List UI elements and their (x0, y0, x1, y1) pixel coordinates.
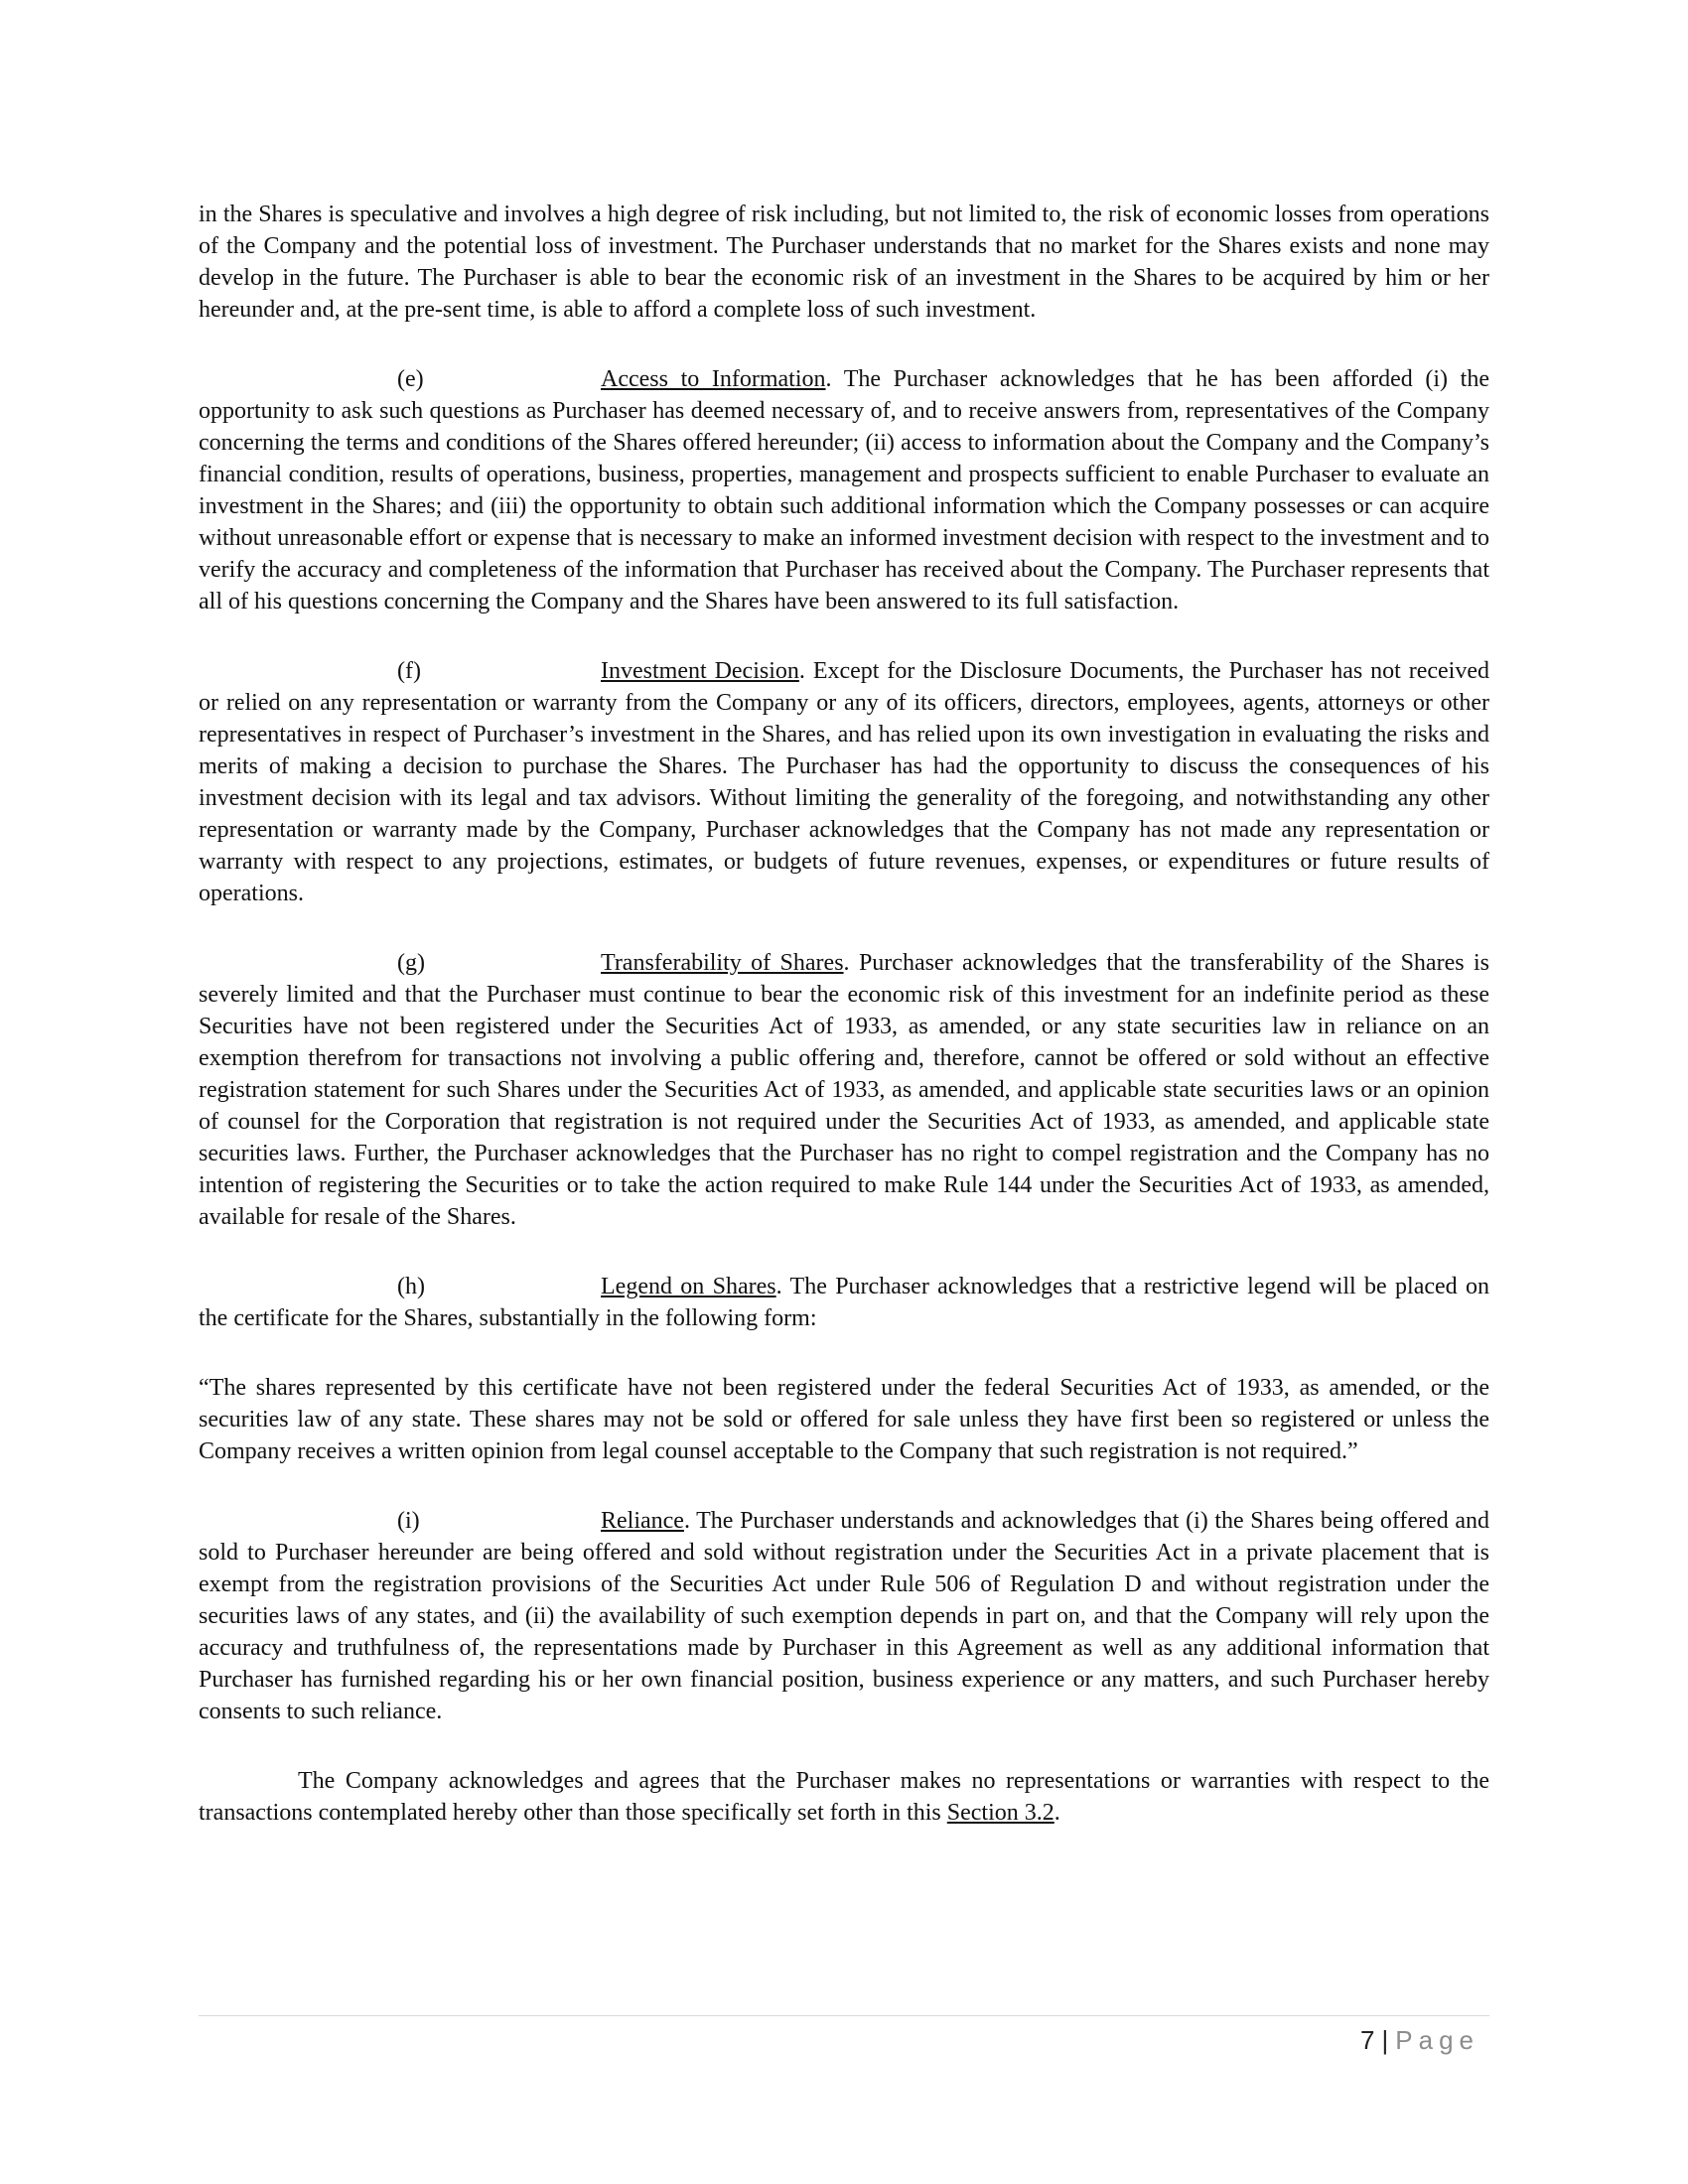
legend-quote: “The shares represented by this certificate have not been registered under the federal Securities Act of 1933, as amended, or the securities law of any state. These shares may not be sold or offered for sale unless they have first been so registered or unless the Company receives a written opinion from legal counsel acceptable to the Company that such registration is not required.” (199, 1375, 1489, 1464)
page-label: Page (1395, 2025, 1479, 2055)
section-g-paragraph (199, 947, 1489, 1233)
section-g-body: . Purchaser acknowledges that the transferability of the Shares is severely limited and that the Purchaser must continue to bear the economic risk of this investment for an indefinite period as these Securities have not been registered under the Securities Act of 1933, as amended, or any state securities law in reliance on an exemption therefrom for transactions not involving a public offering and, therefore, cannot be offered or sold without an effective registration statement for such Shares under the Securities Act of 1933, as amended, and applicable state securities laws or an opinion of counsel for the Corporation that registration is not required under the Securities Act of 1933, as amended, and applicable state securities laws. Further, the Purchaser acknowledges that the Purchaser has no right to compel registration and the Company has no intention of registering the Securities or to take the action required to make Rule 144 under the Securities Act of 1933, as amended, available for resale of the Shares. (199, 950, 1489, 1230)
section-e-heading: Access to Information (601, 366, 826, 392)
page-number: 7 (1360, 2025, 1376, 2055)
section-i-label: (i) (397, 1508, 420, 1534)
intro-paragraph: in the Shares is speculative and involves a high degree of risk including, but not limited to, the risk of economic losses from operations of the Company and the potential loss of investment. The Purchaser understands that no market for the Shares exists and none may develop in the future. The Purchaser is able to bear the economic risk of an investment in the Shares to be acquired by him or her hereunder and, at the pre-sent time, is able to afford a complete loss of such investment. (199, 202, 1489, 323)
section-h-heading: Legend on Shares (601, 1274, 776, 1299)
section-e-label: (e) (397, 366, 424, 392)
section-g-heading: Transferability of Shares (601, 950, 844, 976)
section-e-body: . The Purchaser acknowledges that he has been afforded (i) the opportunity to ask such questions as Purchaser has deemed necessary of, and to receive answers from, representatives of the Company concerning the terms and conditions of the Shares offered hereunder; (ii) access to information about the Company and the Company’s financial condition, results of operations, business, properties, management and prospects sufficient to enable Purchaser to evaluate an investment in the Shares; and (iii) the opportunity to obtain such additional information which the Company possesses or can acquire without unreasonable effort or expense that is necessary to make an informed investment decision with respect to the investment and to verify the accuracy and completeness of the information that Purchaser has received about the Company. The Purchaser represents that all of his questions concerning the Company and the Shares have been answered to its full satisfaction. (199, 366, 1489, 614)
section-e-paragraph (199, 363, 1489, 617)
section-i-body: . The Purchaser understands and acknowledges that (i) the Shares being offered and sold to Purchaser hereunder are being offered and sold without registration under the Securities Act in a private placement that is exempt from the registration provisions of the Securities Act under Rule 506 of Regulation D and without registration under the securities laws of any states, and (ii) the availability of such exemption depends in part on, and that the Company will rely upon the accuracy and truthfulness of, the representations made by Purchaser in this Agreement as well as any additional information that Purchaser has furnished regarding his or her own financial position, business experience or any matters, and such Purchaser hereby consents to such reliance. (199, 1508, 1489, 1724)
section-f-body: . Except for the Disclosure Documents, the Purchaser has not received or relied on any representation or warranty from the Company or any of its officers, directors, employees, agents, attorneys or other representatives in respect of Purchaser’s investment in the Shares, and has relied upon its own investigation in evaluating the risks and merits of making a decision to purchase the Shares. The Purchaser has had the opportunity to discuss the consequences of his investment decision with its legal and tax advisors. Without limiting the generality of the foregoing, and notwithstanding any other representation or warranty made by the Company, Purchaser acknowledges that the Company has not made any representation or warranty with respect to any projections, estimates, or budgets of future revenues, expenses, or expenditures or future results of operations. (199, 658, 1489, 906)
footer-separator: | (1381, 2025, 1390, 2055)
section-f-paragraph (199, 655, 1489, 909)
section-i-heading: Reliance (601, 1508, 684, 1534)
section-h-label: (h) (397, 1274, 425, 1299)
section-g-label: (g) (397, 950, 425, 976)
section-f-label: (f) (397, 658, 421, 684)
section-f-heading: Investment Decision (601, 658, 799, 684)
closing-end: . (1054, 1800, 1060, 1826)
section-reference-link[interactable]: Section 3.2 (946, 1800, 1055, 1826)
section-h-paragraph (199, 1271, 1489, 1334)
section-i-paragraph (199, 1505, 1489, 1727)
closing-text: The Company acknowledges and agrees that the Purchaser makes no representations or warranties with respect to the transactions contemplated hereby other than those specifically set forth in this (199, 1768, 1489, 1826)
closing-paragraph (199, 1765, 1489, 1829)
document-body (199, 199, 1489, 1866)
page-footer (1360, 2025, 1479, 2056)
section-h-body: . The Purchaser acknowledges that a restrictive legend will be placed on the certificate for the Shares, substantially in the following form: (199, 1274, 1490, 1331)
footer-divider (199, 2015, 1489, 2016)
